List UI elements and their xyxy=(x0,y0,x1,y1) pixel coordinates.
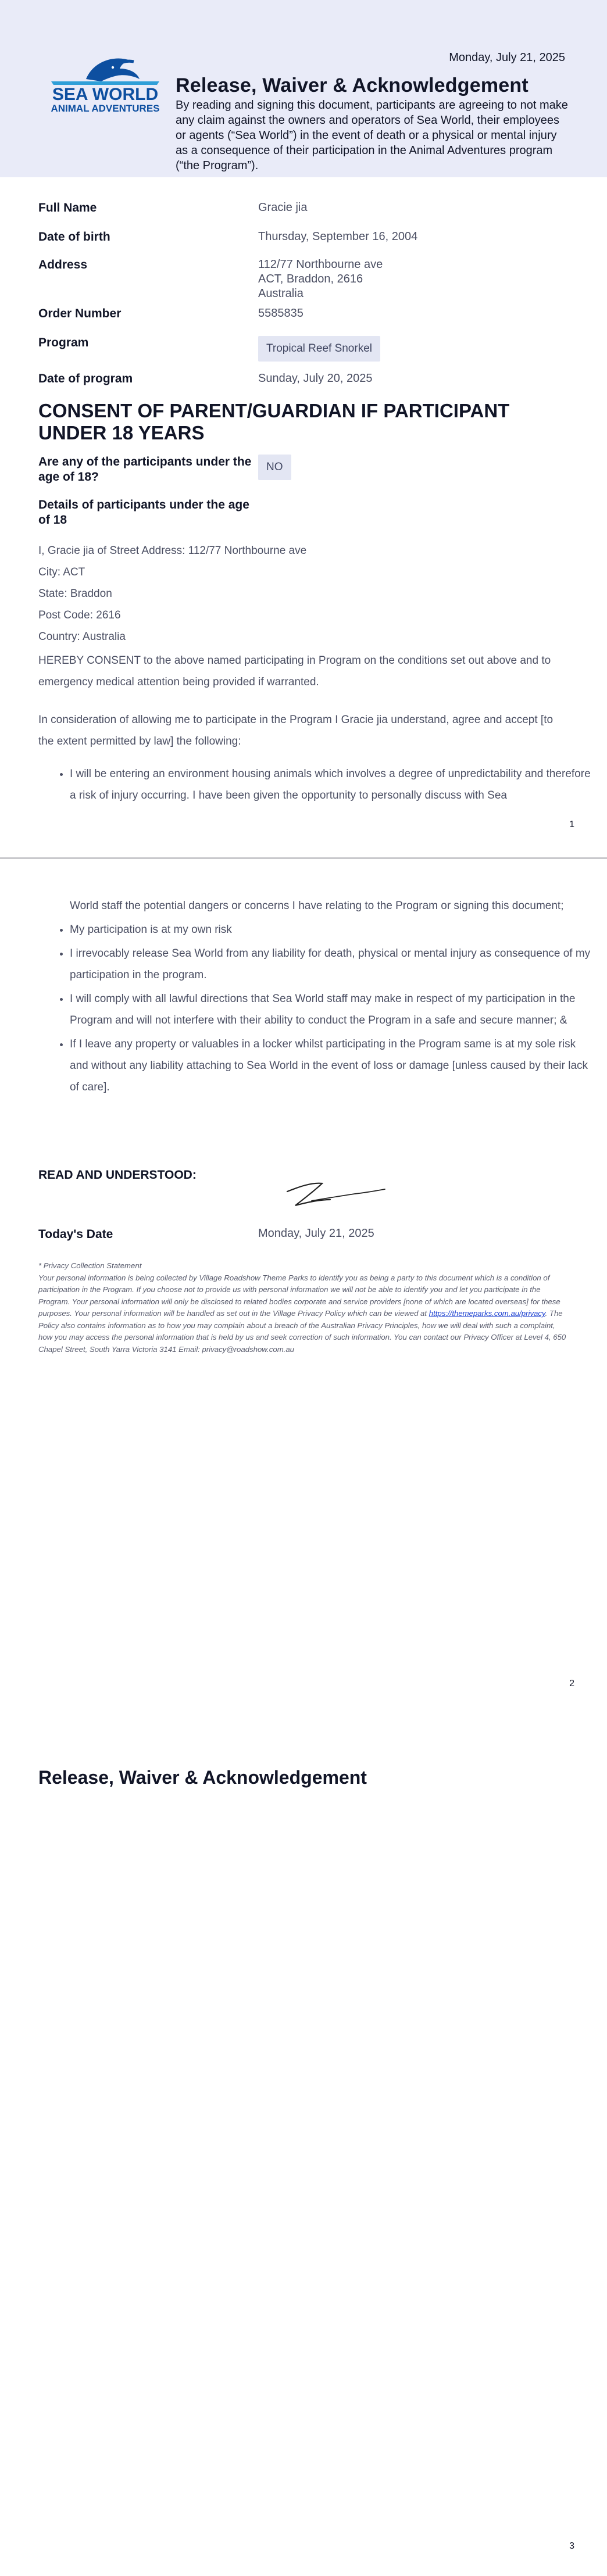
condition-bullet-1: • I will be entering an environment housing animals which involves a degree of unpredictability and therefore a risk of injury occurring. I have been given the opportunity to personally discuss with Sea xyxy=(70,763,593,806)
privacy-statement xyxy=(38,1260,567,1355)
conditions-list-part2 xyxy=(38,895,593,1100)
condition-bullet-2: • My participation is at my own risk xyxy=(70,919,593,940)
privacy-text-1: Your personal information is being collected by Village Roadshow Theme Parks to identify you as being a party to this document which is a condition of participation in the Program. If you choose not to provide us with personal information we will not be able to identify you and let you participate in the Program. Your personal information will only be disclosed to related bodies corporate and service providers [none of which are located overseas] for these purposes. Your personal information will be handled as set out in the Village Privacy Policy which can be viewed at xyxy=(38,1273,560,1318)
address-line-1: 112/77 Northbourne ave xyxy=(258,258,383,271)
document-intro: By reading and signing this document, participants are agreeing to not make any claim against the owners and operators of Sea World, their employees or agents (“Sea World”) in the event of death or a physical or mental injury as a consequence of their participation in the Animal Adventures program (“the Program”). xyxy=(176,99,568,172)
condition-bullet-4: • I will comply with all lawful directions that Sea World staff may make in respect of my participation in the Program and will not interfere with their ability to conduct the Program in a safe and secure manner; & xyxy=(70,988,593,1031)
condition-bullet-3: • I irrevocably release Sea World from any liability for death, physical or mental injury as consequence of my participation in the program. xyxy=(70,943,593,986)
dob-label: Date of birth xyxy=(38,230,110,244)
page-number: 2 xyxy=(569,1679,574,1688)
todays-date-value: Monday, July 21, 2025 xyxy=(258,1227,374,1240)
condition-bullet-1-continued: World staff the potential dangers or concerns I have relating to the Program or signing this document; xyxy=(70,900,564,912)
page-3-title: Release, Waiver & Acknowledgement xyxy=(38,1767,367,1788)
full-name-value: Gracie jia xyxy=(258,201,308,214)
address-label: Address xyxy=(38,258,88,271)
document-title: Release, Waiver & Acknowledgement xyxy=(176,74,529,96)
consideration-text: In consideration of allowing me to participate in the Program I Gracie jia understand, agree and accept [to the extent permitted by law] the following: xyxy=(38,714,554,747)
page-2 xyxy=(0,859,607,1702)
under-18-value-chip: NO xyxy=(258,455,291,480)
address-value xyxy=(258,257,383,301)
address-line-2: ACT, Braddon, 2616 xyxy=(258,273,363,285)
sea-world-logo xyxy=(43,53,167,117)
page-number: 3 xyxy=(569,2541,574,2551)
condition-bullet-5: • If I leave any property or valuables in a locker whilst participating in the Program same is at my sole risk and without any liability attaching to Sea World in the event of loss or damage [unless caused by their lack of care]. xyxy=(70,1033,593,1098)
todays-date-label: Today's Date xyxy=(38,1228,113,1241)
participant-line-postcode: Post Code: 2616 xyxy=(38,609,121,621)
read-understood-label: READ AND UNDERSTOOD: xyxy=(38,1168,197,1182)
details-under-18-label: Details of participants under the age of 18 xyxy=(38,498,249,527)
participant-line-city: City: ACT xyxy=(38,566,85,578)
dob-value: Thursday, September 16, 2004 xyxy=(258,230,418,243)
privacy-title: * Privacy Collection Statement xyxy=(38,1261,142,1270)
order-number-value: 5585835 xyxy=(258,307,304,320)
hereby-consent-text: HEREBY CONSENT to the above named participating in Program on the conditions set out above and to emergency medical attention being provided if warranted. xyxy=(38,654,551,688)
date-of-program-label: Date of program xyxy=(38,372,133,385)
logo-line2: ANIMAL ADVENTURES xyxy=(51,103,160,114)
consent-heading: CONSENT OF PARENT/GUARDIAN IF PARTICIPANT UNDER 18 YEARS xyxy=(38,400,510,443)
signature-image xyxy=(281,1175,392,1222)
participant-line-state: State: Braddon xyxy=(38,588,112,600)
program-label: Program xyxy=(38,336,89,349)
conditions-list-part1 xyxy=(38,763,593,808)
program-value-chip: Tropical Reef Snorkel xyxy=(258,336,380,362)
page-1 xyxy=(0,0,607,857)
privacy-policy-link[interactable]: https://themeparks.com.au/privacy xyxy=(429,1309,545,1318)
header-date: Monday, July 21, 2025 xyxy=(449,51,565,64)
date-of-program-value: Sunday, July 20, 2025 xyxy=(258,372,373,385)
privacy-text-2: . The Policy also contains information as to how you may complain about a breach of the Australian Privacy Principles, how we will deal with such a complaint, how you may access the personal information that is held by us and seek correction of such information. You can contact our Privacy Officer at Level 4, 650 Chapel Street, South Yarra Victoria 3141 Email: privacy@roadshow.com.au xyxy=(38,1309,566,1354)
participant-line-country: Country: Australia xyxy=(38,631,126,643)
full-name-label: Full Name xyxy=(38,201,97,214)
page-number: 1 xyxy=(569,820,574,829)
page-3 xyxy=(0,1702,607,2576)
order-number-label: Order Number xyxy=(38,307,122,320)
logo-line1: SEA WORLD xyxy=(52,85,159,104)
address-line-3: Australia xyxy=(258,287,304,300)
under-18-label: Are any of the participants under the age of 18? xyxy=(38,455,252,484)
participant-line-street: I, Gracie jia of Street Address: 112/77 Northbourne ave xyxy=(38,545,307,557)
